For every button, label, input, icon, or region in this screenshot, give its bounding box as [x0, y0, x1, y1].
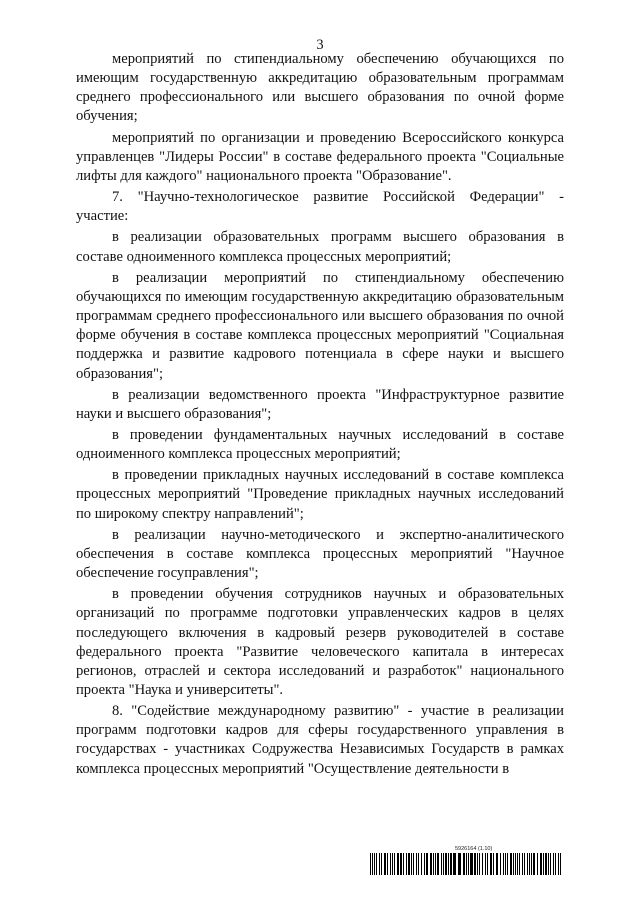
paragraph-1: мероприятий по стипендиальному обеспечению обучающихся по имеющим государственную аккредитацию образовательным программам среднего профессионального или высшего образования по очной форме обучения; [76, 51, 564, 125]
paragraph-6: в реализации ведомственного проекта "Инфраструктурное развитие науки и высшего образования"; [76, 386, 564, 422]
document-body [76, 50, 564, 781]
document-code: 5926164 (1.10) [455, 846, 493, 852]
paragraph-8: в проведении прикладных научных исследований в составе комплекса процессных мероприятий "Проведение прикладных научных исследований по широкому спектру направлений"; [76, 467, 564, 522]
paragraph-5: в реализации мероприятий по стипендиальному обеспечению обучающихся по имеющим государственную аккредитацию образовательным программам среднего профессионального или высшего образования по очной форме обучения в составе комплекса процессных мероприятий "Социальная поддержка и развитие кадрового потенциала в сфере науки и высшего образования"; [76, 269, 564, 382]
paragraph-7: в проведении фундаментальных научных исследований в составе одноименного комплекса процессных мероприятий; [76, 426, 564, 463]
page-number: 3 [316, 37, 324, 53]
barcode-image [370, 853, 562, 875]
paragraph-3: 7. "Научно-технологическое развитие Российской Федерации" - участие: [76, 189, 564, 225]
paragraph-2: мероприятий по организации и проведению Всероссийского конкурса управленцев "Лидеры России" в составе федерального проекта "Социальные лифты для каждого" национального проекта "Образование". [76, 129, 564, 184]
paragraph-9: в реализации научно-методического и экспертно-аналитического обеспечения в составе комплекса процессных мероприятий "Научное обеспечение госуправления"; [76, 526, 564, 582]
paragraph-10: в проведении обучения сотрудников научных и образовательных организаций по программе подготовки управленческих кадров в целях последующего включения в кадровый резерв руководителей в составе федерального проекта "Развитие человеческого капитала в интересах регионов, отраслей и сектора исследований и разработок" национального проекта "Наука и университеты". [76, 586, 564, 698]
paragraph-4: в реализации образовательных программ высшего образования в составе одноименного комплекса процессных мероприятий; [76, 229, 564, 265]
paragraph-11: 8. "Содействие международному развитию" - участие в реализации программ подготовки кадров для сферы государственного управления в государствах - участниках Содружества Независимых Государств в рамках комплекса процессных мероприятий "Осуществление деятельности в [76, 703, 564, 777]
